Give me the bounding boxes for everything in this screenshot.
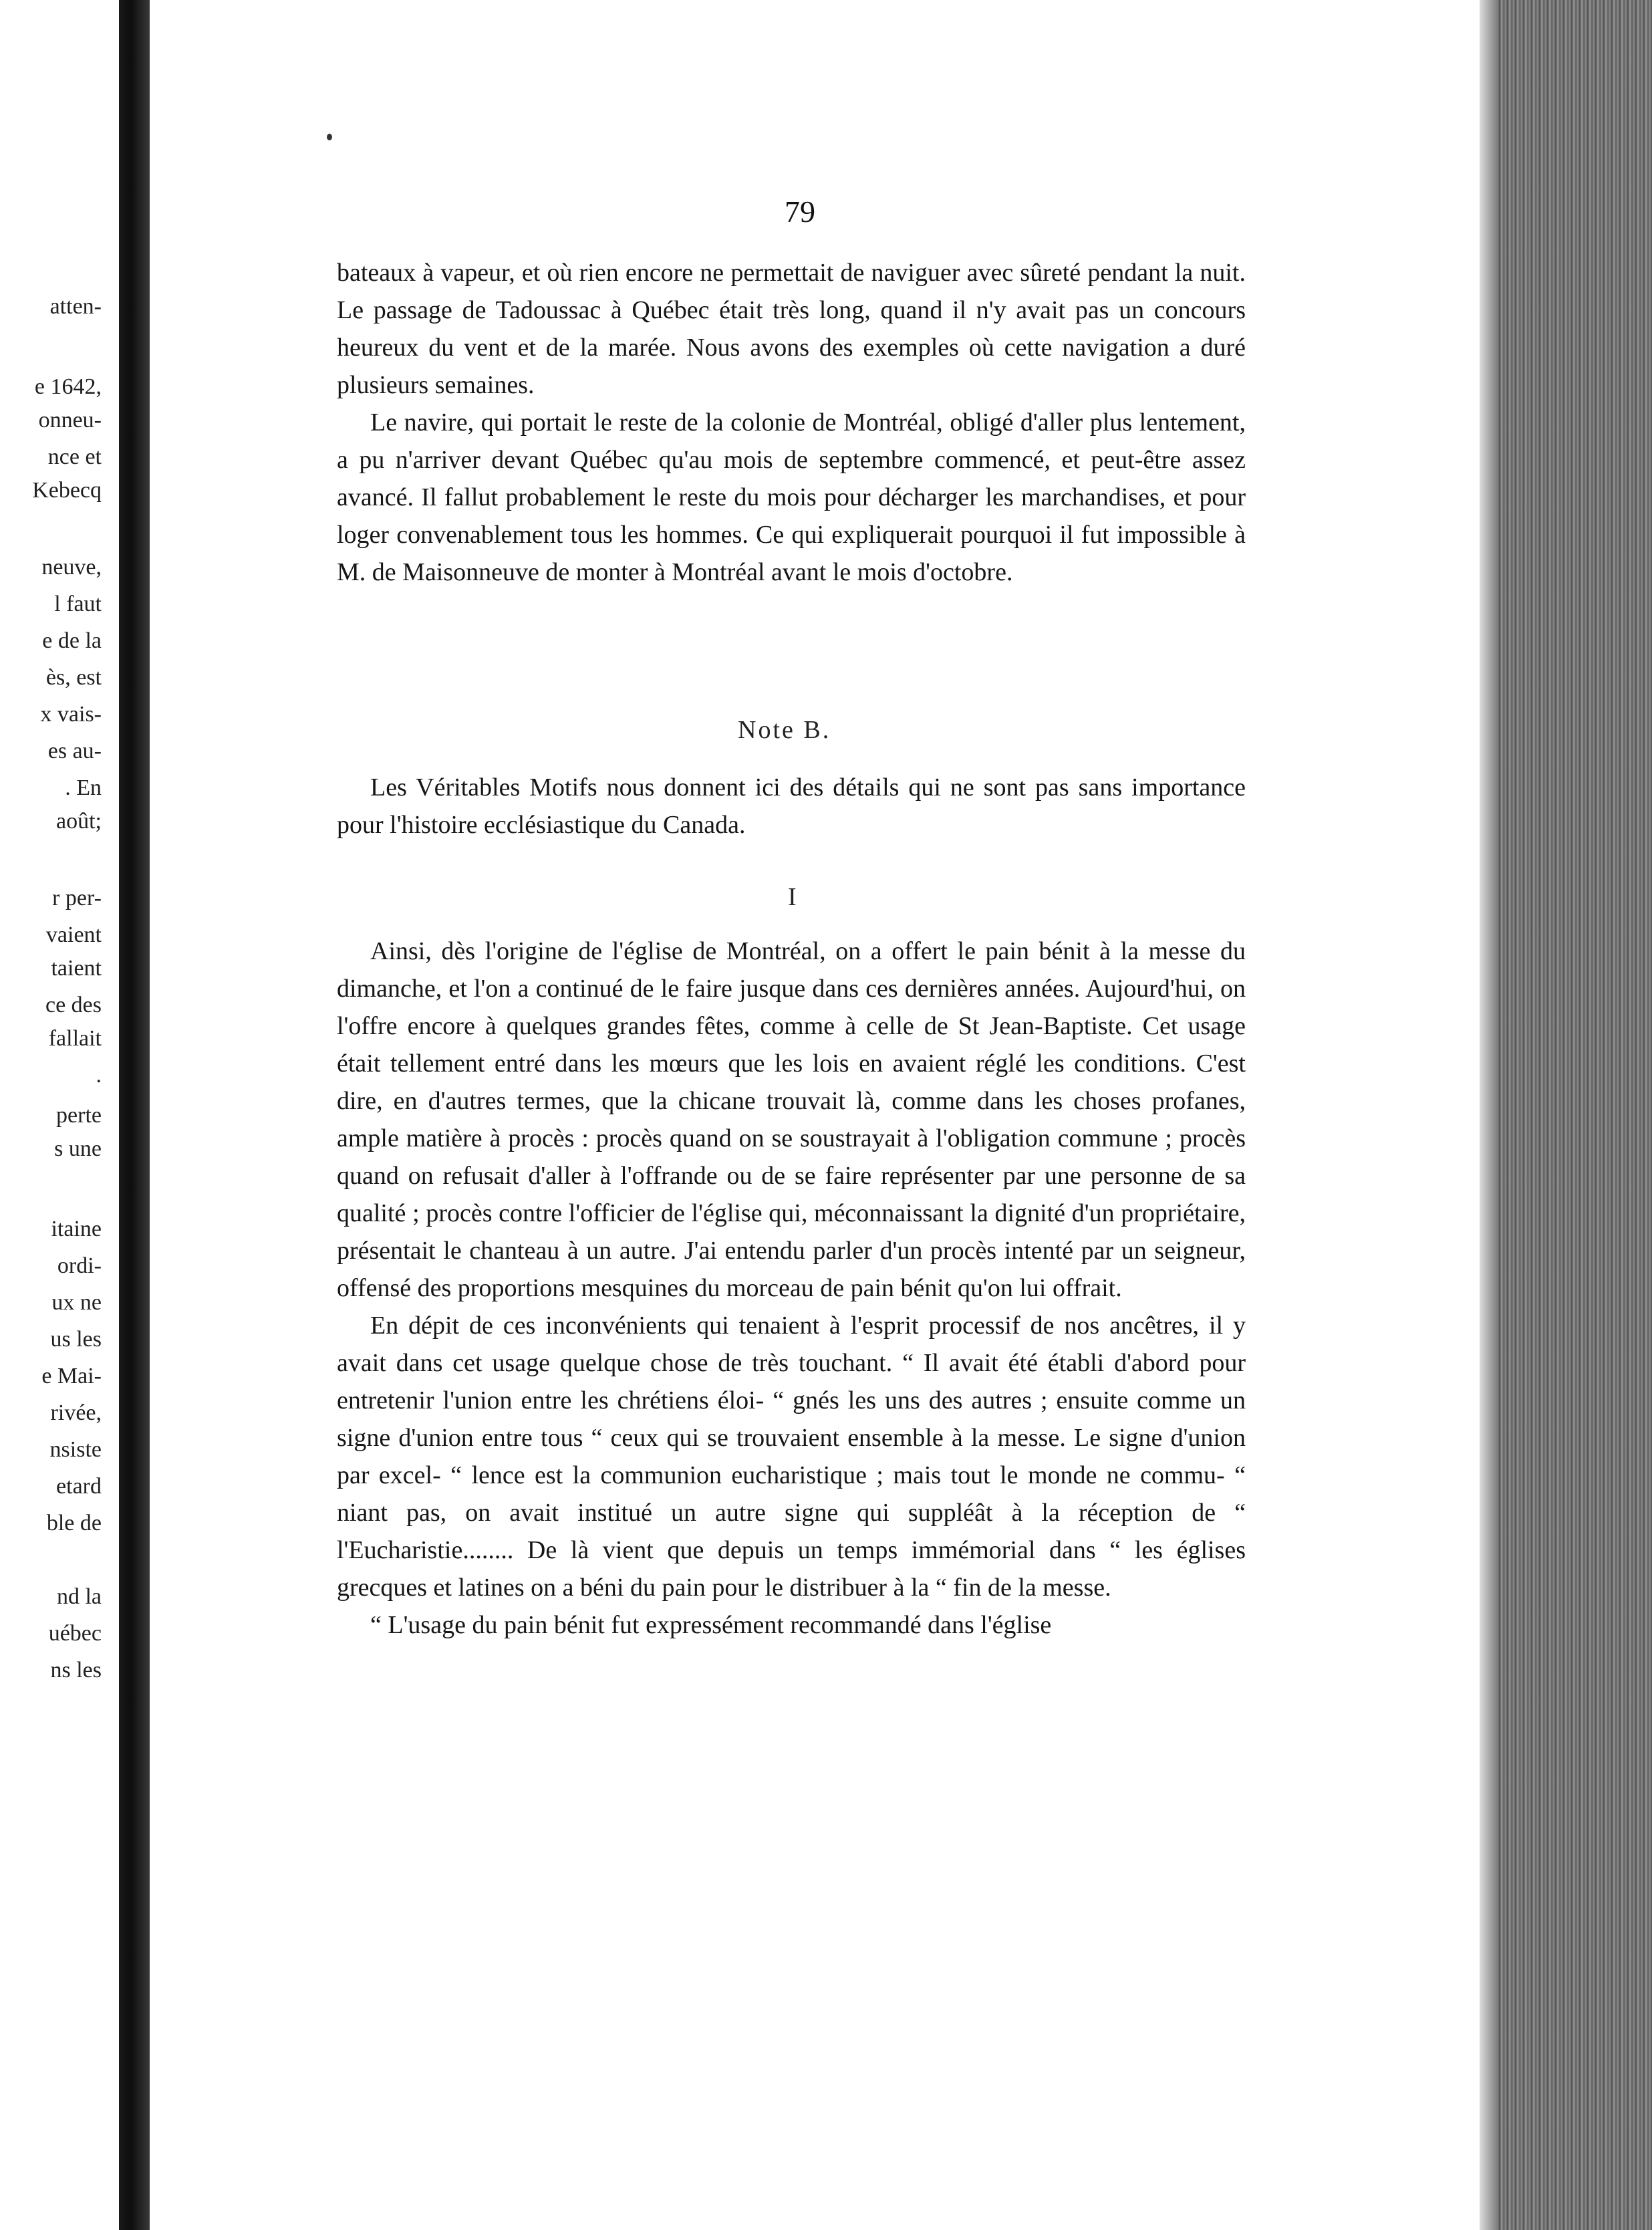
facing-page-text: ce des (45, 993, 102, 1017)
facing-page-text: taient (51, 956, 102, 981)
note-heading: Note B. (738, 716, 831, 744)
facing-page-text: . En (65, 775, 102, 800)
facing-page-text: s une (54, 1136, 102, 1161)
facing-page-text: atten- (49, 294, 102, 319)
facing-page-text: e 1642, (34, 374, 102, 399)
facing-page-text: onneu- (38, 408, 102, 432)
facing-page-text: uébec (48, 1621, 102, 1646)
facing-page-text: ux ne (51, 1290, 102, 1315)
paragraph: bateaux à vapeur, et où rien encore ne permettait de naviguer avec sûreté pendant la nuit. Le passage de Tadoussac à Québec était très long, quand il n'y avait pas un concours heureux du vent et de la marée. Nous avons des exemples où cette navigation a duré plusieurs semaines. (337, 259, 1246, 399)
facing-page-text: etard (56, 1474, 102, 1499)
facing-page-text: x vais- (40, 702, 102, 727)
facing-page-text: . (96, 1063, 102, 1088)
facing-page-text: es au- (47, 739, 102, 763)
facing-page-text: vaient (45, 922, 102, 947)
facing-page-text: l faut (54, 592, 102, 616)
paragraph: En dépit de ces inconvénients qui tenaient à l'esprit processif de nos ancêtres, il y avait dans cet usage quelque chose de très touchant. “ Il avait été établi d'abord pour entretenir l'union entre les chrétiens éloi- “ gnés les uns des autres ; ensuite comme un signe d'union entre tous “ ceux qui se trouvaient ensemble à la messe. Le signe d'union par excel- “ lence est la communion eucharistique ; mais tout le monde ne commu- “ niant pas, on avait institué un autre signe qui suppléât à la réception de “ l'Eucharistie........ De là vient que depuis un temps immémorial dans “ les églises grecques et latines on a béni du pain pour le distribuer à la “ fin de la messe. (337, 1312, 1246, 1602)
facing-page-text: ble de (46, 1511, 102, 1535)
note-intro: Les Véritables Motifs nous donnent ici des détails qui ne sont pas sans importance pour l'histoire ecclésiastique du Canada. (337, 773, 1246, 839)
facing-page-text: nd la (56, 1584, 102, 1609)
facing-page-text: nce et (47, 445, 102, 469)
facing-page-fragment (0, 0, 107, 2230)
speck-mark (327, 134, 332, 140)
paragraph: Le navire, qui portait le reste de la colonie de Montréal, obligé d'aller plus lentement, a pu n'arriver devant Québec qu'au mois de septembre commencé, et peut-être assez avancé. Il fallut probablement le reste du mois pour décharger les marchandises, et pour loger convenablement tous les hommes. Ce qui expliquerait pourquoi il fut impossible à M. de Maisonneuve de monter à Montréal avant le mois d'octobre. (337, 408, 1246, 586)
book-gutter (119, 0, 150, 2230)
facing-page-text: itaine (51, 1217, 102, 1241)
facing-page-text: fallait (48, 1026, 102, 1051)
facing-page-text: e de la (42, 628, 102, 653)
facing-page-text: e Mai- (41, 1364, 102, 1388)
facing-page-text: nsiste (49, 1437, 102, 1462)
section-numeral: I (788, 883, 797, 911)
page (150, 0, 1480, 2230)
facing-page-text: Kebecq (32, 478, 102, 503)
page-edge (1480, 0, 1652, 2230)
top-text (337, 254, 1246, 591)
paragraph: Ainsi, dès l'origine de l'église de Montréal, on a offert le pain bénit à la messe du dimanche, et l'on a continué de le faire jusque dans ces dernières années. Aujourd'hui, on l'offre encore à quelques grandes fêtes, comme à celle de St Jean-Baptiste. Cet usage était tellement entré dans les mœurs que les lois en avaient réglé les conditions. C'est dire, en d'autres termes, que la chicane trouvait là, comme dans les choses profanes, ample matière à procès : procès quand on se soustrayait à l'obligation commune ; procès quand on refusait d'aller à l'offrande ou de se faire représenter par une personne de sa qualité ; procès contre l'officier de l'église qui, méconnaissant la dignité d'un propriétaire, présentait le chanteau à un autre. J'ai entendu parler d'un procès intenté par un seigneur, offensé des proportions mesquines du morceau de pain bénit qu'on lui offrait. (337, 937, 1246, 1302)
facing-page-text: perte (56, 1103, 102, 1128)
note-intro-block (337, 769, 1246, 844)
facing-page-text: r per- (52, 886, 102, 910)
page-number: 79 (785, 195, 815, 229)
facing-page-text: rivée, (50, 1400, 102, 1425)
facing-page-text: us les (50, 1327, 102, 1352)
facing-page-text: ordi- (57, 1253, 102, 1278)
paragraph: “ L'usage du pain bénit fut expressément recommandé dans l'église (370, 1611, 1052, 1639)
facing-page-text: neuve, (41, 555, 102, 580)
facing-page-text: ès, est (45, 665, 102, 690)
facing-page-text: août; (56, 809, 102, 834)
main-text (337, 933, 1246, 1644)
facing-page-text: ns les (50, 1658, 102, 1683)
